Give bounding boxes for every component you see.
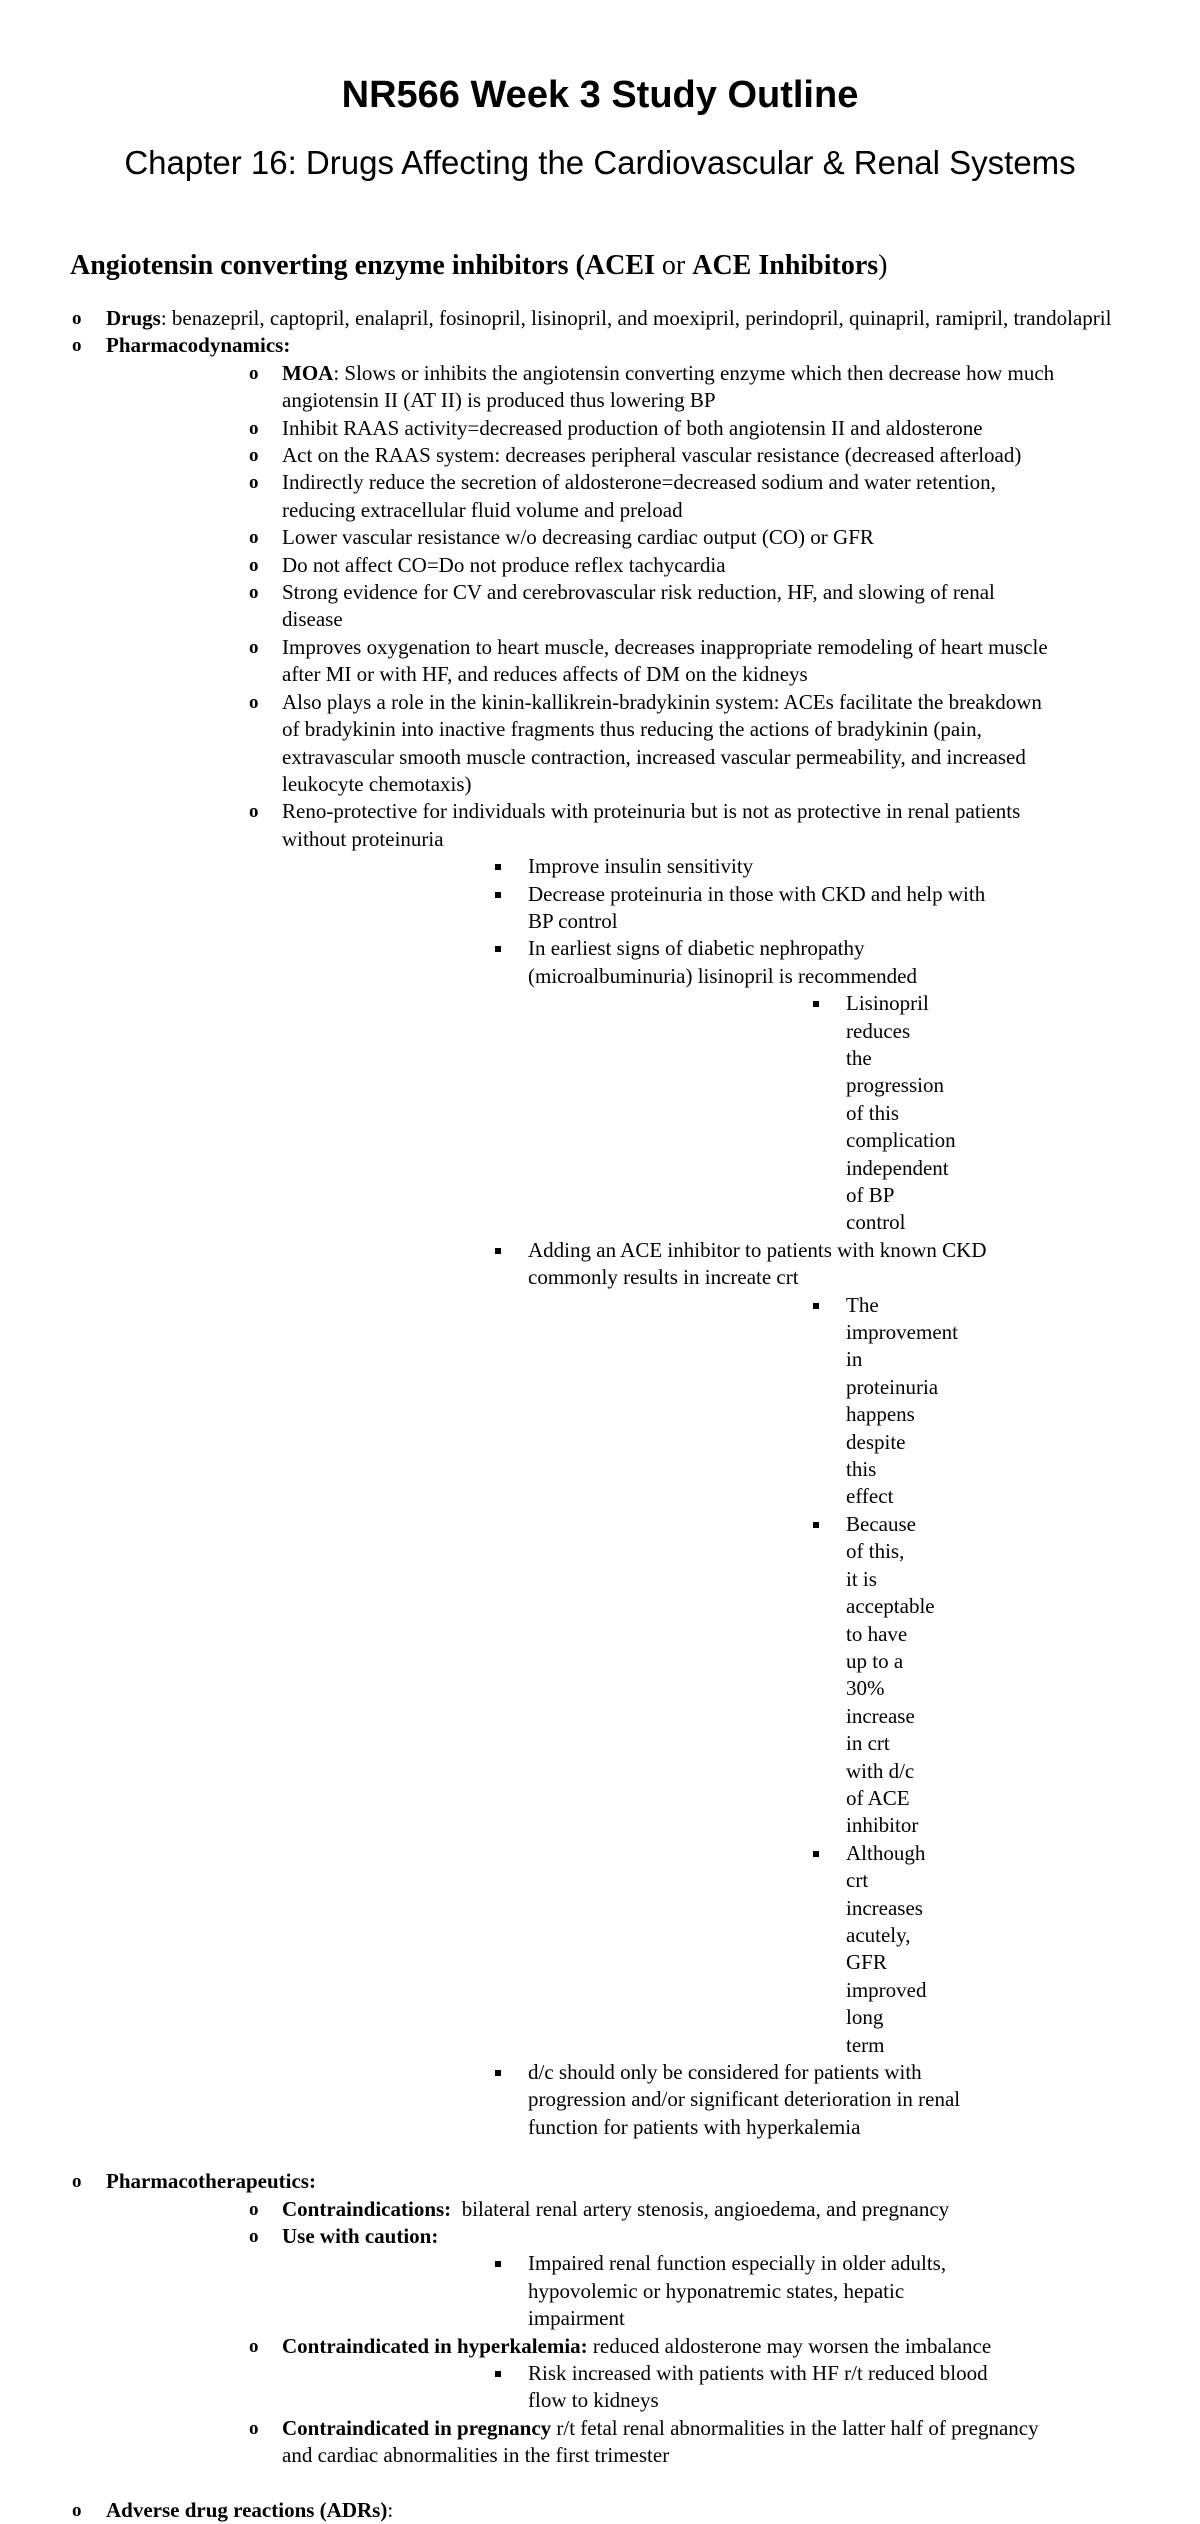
- list-item-text: Improves oxygenation to heart muscle, decreases inappropriate remodeling of heart muscle after MI or with HF, and reduces affects of DM on the kidneys: [282, 634, 1048, 687]
- circle-bullet-icon: o: [249, 445, 259, 467]
- square-bullet-icon: [495, 864, 501, 870]
- list-item: [528, 1292, 990, 1511]
- list-item: [106, 552, 1130, 579]
- chapter-heading: Chapter 16: Drugs Affecting the Cardiovascular & Renal Systems: [124, 144, 1076, 181]
- list-item: [528, 990, 990, 1237]
- circle-bullet-icon: o: [249, 554, 259, 576]
- moa-text: : Slows or inhibits the angiotensin converting enzyme which then decrease how much angiotensin II (AT II) is produced thus lowering BP: [282, 360, 1055, 413]
- list-item-text: Risk increased with patients with HF r/t reduced blood flow to kidneys: [528, 2361, 988, 2413]
- circle-bullet-icon: o: [249, 362, 259, 384]
- document-title: NR566 Week 3 Study Outline: [341, 74, 859, 116]
- list-item-pharmacodynamics: [0, 332, 1200, 2141]
- circle-bullet-icon: o: [249, 2226, 259, 2248]
- pregnancy-label: Contraindicated in pregnancy: [282, 2415, 552, 2440]
- outline: [0, 305, 1200, 2524]
- pharmacodynamics-label: Pharmacodynamics:: [106, 333, 291, 358]
- list-item: [106, 524, 1130, 551]
- list-item-text: Strong evidence for CV and cerebrovascular risk reduction, HF, and slowing of renal disease: [282, 580, 995, 632]
- drugs-text: : benazepril, captopril, enalapril, fosinopril, lisinopril, and moexipril, perindopril, quinapril, ramipril, trandolapril: [160, 306, 1112, 330]
- list-item-text: Impaired renal function especially in older adults, hypovolemic or hyponatremic states, hepatic impairment: [528, 2251, 947, 2331]
- list-item-text: The improvement in proteinuria happens despite this effect: [846, 1292, 958, 1509]
- list-item-text: Improve insulin sensitivity: [528, 854, 754, 879]
- list-item-text: d/c should only be considered for patients with progression and/or significant deterioration in renal function for patients with hyperkalemia: [528, 2060, 961, 2139]
- list-item-text: Lower vascular resistance w/o decreasing cardiac output (CO) or GFR: [282, 525, 874, 550]
- list-item-text: Inhibit RAAS activity=decreased production of both angiotensin II and aldosterone: [282, 415, 983, 440]
- list-item-text: Act on the RAAS system: decreases peripheral vascular resistance (decreased afterload): [282, 443, 1022, 468]
- list-item: [106, 798, 1130, 2141]
- circle-bullet-icon: o: [72, 2171, 82, 2193]
- list-item: [528, 1840, 990, 2059]
- pregnancy-text: r/t fetal renal abnormalities in the latter half of pregnancy and cardiac abnormalities in the first trimester: [282, 2415, 1039, 2468]
- list-item: [106, 579, 1130, 634]
- hyperkalemia-list: [282, 2360, 1060, 2415]
- pharmacodynamics-list: [106, 360, 1130, 2141]
- square-bullet-icon: [813, 1851, 819, 1857]
- circle-bullet-icon: o: [72, 335, 82, 357]
- circle-bullet-icon: o: [249, 2417, 259, 2439]
- section-heading: [70, 248, 888, 284]
- reno-protective-list: [282, 853, 1060, 2141]
- list-item-text: Decrease proteinuria in those with CKD and help with BP control: [528, 881, 986, 933]
- section-heading-part1: Angiotensin converting enzyme inhibitors (ACEI: [70, 250, 655, 281]
- list-item-text: Adding an ACE inhibitor to patients with known CKD commonly results in increate crt: [528, 1237, 987, 1290]
- drugs-label: Drugs: [106, 306, 161, 330]
- square-bullet-icon: [495, 1248, 501, 1254]
- circle-bullet-icon: o: [249, 2335, 259, 2357]
- circle-bullet-icon: o: [249, 582, 259, 604]
- list-item: [528, 1511, 990, 1840]
- list-item: [106, 415, 1130, 442]
- square-bullet-icon: [813, 1001, 819, 1007]
- ckd-list: [528, 1292, 990, 2059]
- circle-bullet-icon: o: [249, 801, 259, 823]
- list-item: [282, 935, 1060, 1236]
- list-item-adr: [0, 2497, 1200, 2524]
- nephropathy-list: [528, 990, 990, 1237]
- list-item-text: Reno-protective for individuals with proteinuria but is not as protective in renal patients without proteinuria: [282, 799, 1021, 851]
- pharmacotherapeutics-list: [106, 2196, 1130, 2470]
- list-item: [106, 634, 1130, 689]
- square-bullet-icon: [813, 1303, 819, 1309]
- list-item: [106, 2333, 1130, 2415]
- circle-bullet-icon: o: [249, 691, 259, 713]
- circle-bullet-icon: o: [249, 636, 259, 658]
- list-item: [106, 442, 1130, 469]
- spacer: [0, 2470, 1200, 2497]
- square-bullet-icon: [495, 892, 501, 898]
- list-item: [282, 2250, 1060, 2332]
- list-item: [106, 469, 1130, 524]
- list-item-drugs: [0, 305, 1200, 332]
- list-item: [282, 881, 1060, 936]
- list-item: [282, 2059, 1060, 2141]
- adr-colon: :: [387, 2497, 394, 2522]
- hyperkalemia-label: Contraindicated in hyperkalemia:: [282, 2333, 588, 2358]
- pharmacotherapeutics-label: Pharmacotherapeutics:: [106, 2169, 316, 2194]
- list-item: [106, 689, 1130, 799]
- list-item-text: Because of this, it is acceptable to have up to a 30% increase in crt with d/c of ACE inhibitor: [846, 1511, 935, 1838]
- caution-list: [282, 2250, 1060, 2332]
- list-item: [282, 1237, 1060, 2059]
- list-item-text: In earliest signs of diabetic nephropathy (microalbuminuria) lisinopril is recommended: [528, 936, 917, 988]
- list-item: [106, 2415, 1130, 2470]
- section-heading-part2: ACE Inhibitors: [692, 250, 879, 281]
- circle-bullet-icon: o: [249, 472, 259, 494]
- square-bullet-icon: [813, 1522, 819, 1528]
- list-item: [106, 2196, 1130, 2223]
- contraindications-label: Contraindications:: [282, 2196, 452, 2221]
- spacer: [0, 2141, 1200, 2168]
- circle-bullet-icon: o: [249, 417, 259, 439]
- list-item: [106, 360, 1130, 415]
- list-item-text: Indirectly reduce the secretion of aldosterone=decreased sodium and water retention, reducing extracellular fluid volume and preload: [282, 470, 996, 522]
- list-item-text: Do not affect CO=Do not produce reflex tachycardia: [282, 552, 726, 577]
- circle-bullet-icon: o: [249, 2198, 259, 2220]
- square-bullet-icon: [495, 946, 501, 952]
- square-bullet-icon: [495, 2371, 501, 2377]
- square-bullet-icon: [495, 2261, 501, 2267]
- caution-label: Use with caution:: [282, 2224, 439, 2249]
- list-item: [282, 853, 1060, 880]
- square-bullet-icon: [495, 2070, 501, 2076]
- list-item: [106, 2223, 1130, 2333]
- adr-label: Adverse drug reactions (ADRs): [106, 2497, 388, 2522]
- list-item: [282, 2360, 1060, 2415]
- list-item-text: Also plays a role in the kinin-kallikrein-bradykinin system: ACEs facilitate the breakdown of bradykinin into inactive fragments thus reducing the actions of bradykinin (pain, extravascular smooth muscle contraction, increased vascular permeability, and increased leukocyte chemotaxis): [282, 689, 1042, 796]
- list-item-pharmacotherapeutics: [0, 2168, 1200, 2469]
- moa-label: MOA: [282, 360, 334, 385]
- outline-level-1: [0, 305, 1200, 2524]
- circle-bullet-icon: o: [72, 308, 82, 329]
- section-heading-or: or: [654, 250, 693, 281]
- circle-bullet-icon: o: [72, 2499, 82, 2521]
- list-item-text: Although crt increases acutely, GFR improved long term: [846, 1840, 927, 2057]
- circle-bullet-icon: o: [249, 527, 259, 549]
- contraindications-text: bilateral renal artery stenosis, angioedema, and pregnancy: [451, 2196, 950, 2221]
- hyperkalemia-text: reduced aldosterone may worsen the imbalance: [587, 2333, 992, 2358]
- section-heading-close: ): [878, 250, 888, 281]
- list-item-text: Lisinopril reduces the progression of this complication independent of BP control: [846, 991, 956, 1235]
